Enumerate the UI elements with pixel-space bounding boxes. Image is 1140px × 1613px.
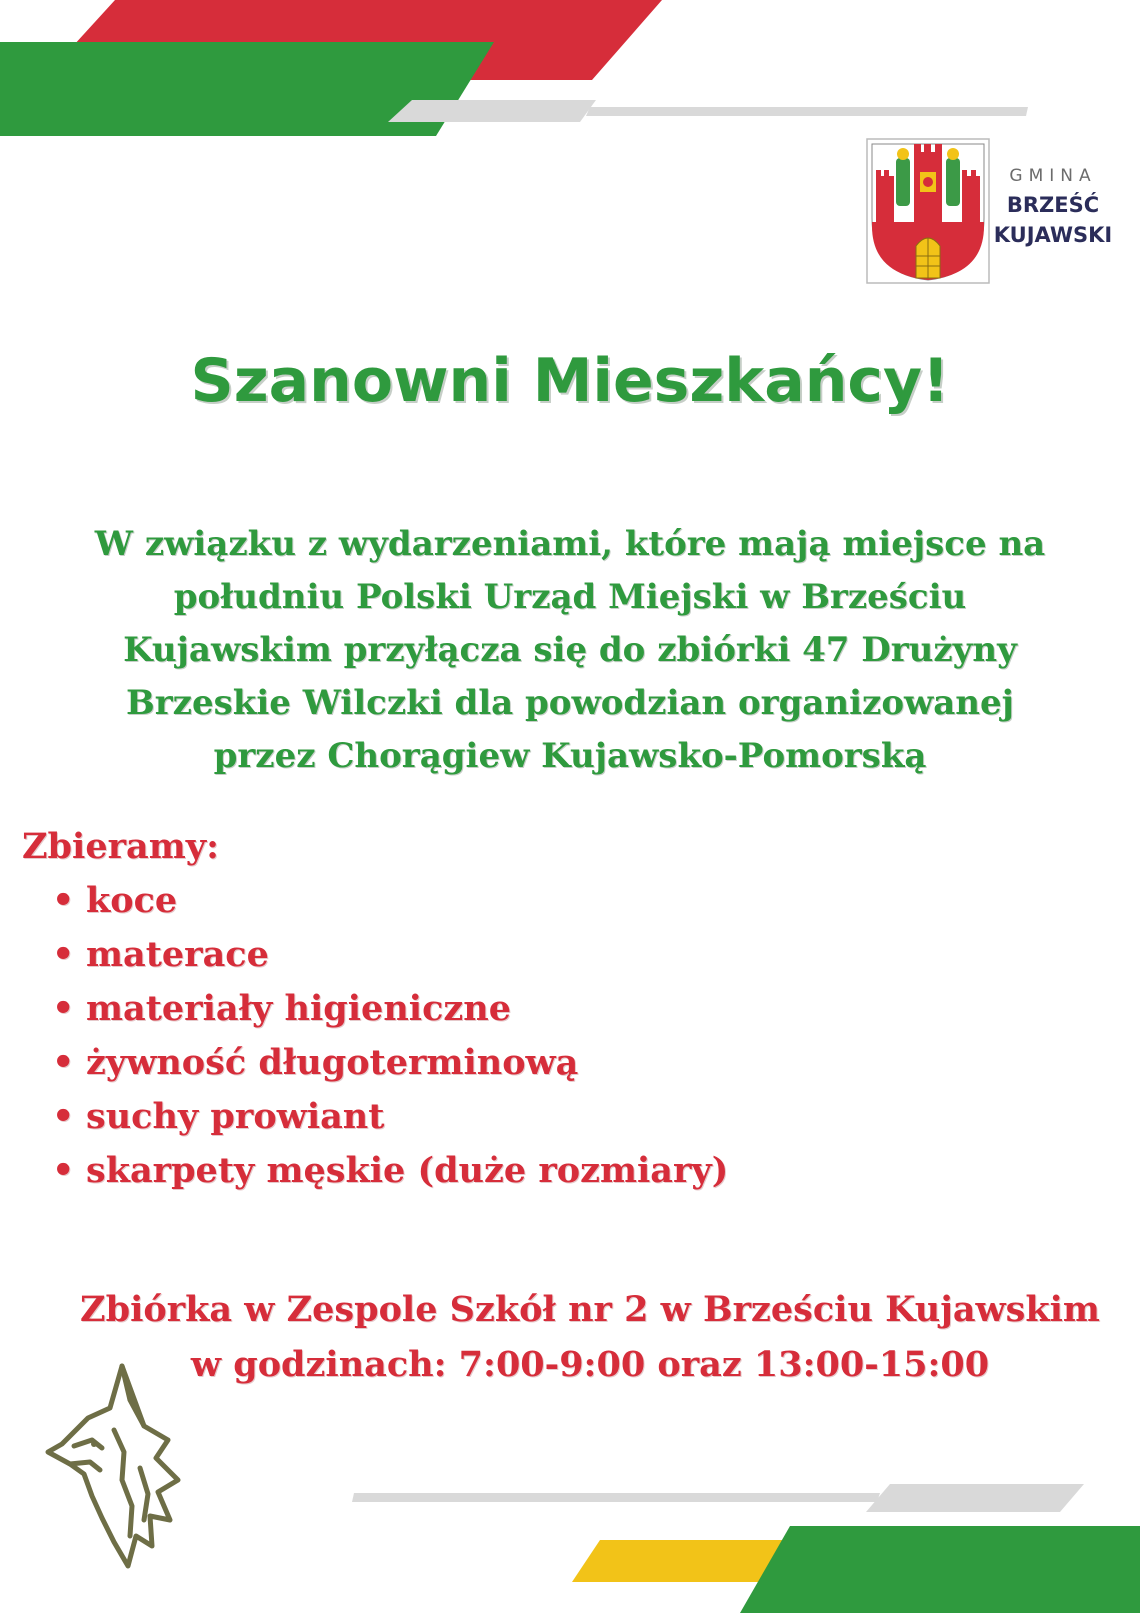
list-item [52, 928, 728, 982]
bottom-grey-stripe-thin [352, 1493, 880, 1502]
intro-line: przez Chorągiew Kujawsko-Pomorską [213, 736, 927, 776]
bullet: • [52, 880, 75, 921]
list-item [52, 1036, 728, 1090]
intro-line: południu Polski Urząd Miejski w Brześciu [173, 577, 967, 617]
top-grey-stripe-thin [586, 107, 1028, 116]
list-item-text: skarpety męskie (duże rozmiary) [86, 1150, 729, 1191]
list-item-text: suchy prowiant [86, 1096, 385, 1137]
bottom-grey-stripe-thick [866, 1484, 1084, 1512]
gmina-logo [866, 138, 1116, 284]
collection-location: Zbiórka w Zespole Szkół nr 2 w Brześciu Kujawskim [80, 1289, 1100, 1330]
coat-of-arms-icon [866, 138, 990, 284]
bullet: • [52, 1150, 75, 1191]
bullet: • [52, 1096, 75, 1137]
collection-hours: w godzinach: 7:00-9:00 oraz 13:00-15:00 [190, 1344, 990, 1385]
collection-info [70, 1282, 1110, 1392]
list-item [52, 982, 728, 1036]
list-item [52, 1090, 728, 1144]
bottom-green-stripe [740, 1526, 1140, 1613]
list-item-text: żywność długoterminową [86, 1042, 579, 1083]
wolf-head-icon [44, 1360, 184, 1570]
gmina-name-line2: KUJAWSKI [993, 223, 1113, 247]
page-title: Szanowni Mieszkańcy! [190, 346, 950, 416]
intro-line: Brzeskie Wilczki dla powodzian organizowanej [126, 683, 1014, 723]
collection-items-list [52, 874, 728, 1198]
list-item-text: materiały higieniczne [86, 988, 511, 1029]
list-item-text: materace [86, 934, 269, 975]
bullet: • [52, 1042, 75, 1083]
list-item-text: koce [86, 880, 178, 921]
intro-paragraph [60, 518, 1080, 783]
bullet: • [52, 988, 75, 1029]
top-grey-stripe-thick [388, 100, 596, 122]
intro-line: W związku z wydarzeniami, które mają miejsce na [94, 524, 1046, 564]
bullet: • [52, 934, 75, 975]
list-item [52, 874, 728, 928]
gmina-name-line1: BRZEŚĆ [1006, 193, 1100, 217]
collection-list-heading: Zbieramy: [22, 826, 219, 867]
list-item [52, 1144, 728, 1198]
gmina-name-block [990, 166, 1116, 250]
gmina-word: GMINA [1009, 166, 1097, 186]
intro-line: Kujawskim przyłącza się do zbiórki 47 Drużyny [123, 630, 1017, 670]
